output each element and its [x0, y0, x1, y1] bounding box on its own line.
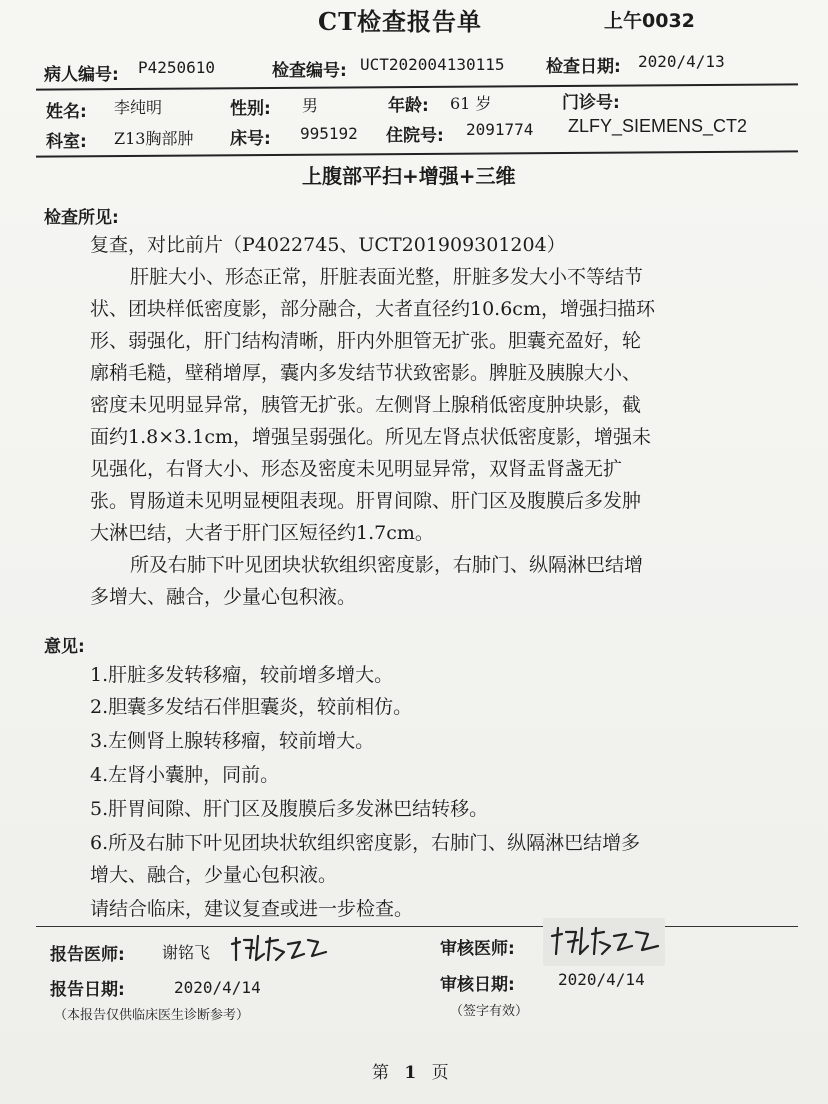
findings-line-12: 多增大、融合，少量心包积液。 — [90, 586, 357, 608]
signature-note: （签字有效） — [450, 1004, 529, 1019]
exam-date: 2020/4/13 — [638, 52, 725, 71]
findings-line-3: 状、团块样低密度影，部分融合，大者直径约10.6cm，增强扫描环 — [90, 298, 655, 320]
session-number: 上午0032 — [604, 10, 695, 32]
page-suffix: 页 — [431, 1063, 449, 1083]
report-doctor-signature — [226, 930, 336, 970]
sex-label: 性别: — [230, 99, 271, 119]
age-label: 年龄: — [388, 96, 429, 116]
exam-id: UCT202004130115 — [360, 55, 505, 74]
divider-footer — [36, 926, 798, 927]
impression-line-4: 4.左肾小囊肿，同前。 — [90, 764, 280, 786]
impression-line-7: 增大、融合，少量心包积液。 — [90, 864, 338, 886]
report-date-label: 报告日期: — [50, 980, 125, 1000]
page-number-value: 1 — [404, 1063, 417, 1083]
findings-line-7: 面约1.8×3.1cm，增强呈弱强化。所见左肾点状低密度影，增强未 — [90, 426, 652, 448]
report-doctor-name: 谢铭飞 — [162, 943, 211, 962]
impression-label: 意见: — [44, 637, 85, 657]
patient-bed: 995192 — [300, 124, 358, 143]
exam-id-label: 检查编号: — [272, 61, 347, 81]
dept-label: 科室: — [46, 132, 87, 152]
findings-line-11: 所及右肺下叶见团块状软组织密度影，右肺门、纵隔淋巴结增 — [130, 554, 644, 576]
findings-line-6: 密度未见明显异常，胰管无扩张。左侧肾上腺稍低密度肿块影，截 — [90, 394, 642, 416]
name-label: 姓名: — [46, 102, 87, 122]
device-name: ZLFY_SIEMENS_CT2 — [568, 116, 748, 136]
patient-dept: Z13胸部肿 — [114, 129, 194, 148]
review-doctor-signature — [546, 920, 666, 966]
impression-line-2: 2.胆囊多发结石伴胆囊炎，较前相仿。 — [90, 696, 413, 718]
patient-name: 李纯明 — [114, 98, 163, 117]
impression-line-1: 1.肝脏多发转移瘤，较前增多增大。 — [90, 664, 394, 686]
bed-label: 床号: — [230, 129, 271, 149]
page-number — [372, 1058, 449, 1083]
impression-line-6: 6.所及右肺下叶见团块状软组织密度影，右肺门、纵隔淋巴结增多 — [90, 832, 641, 854]
exam-date-label: 检查日期: — [546, 57, 621, 77]
inpatient-number: 2091774 — [466, 120, 534, 139]
patient-id: P4250610 — [138, 58, 216, 77]
findings-line-4: 形、弱强化，肝门结构清晰，肝内外胆管无扩张。胆囊充盈好，轮 — [90, 330, 642, 352]
disclaimer: （本报告仅供临床医生诊断参考） — [54, 1008, 250, 1023]
patient-sex: 男 — [302, 96, 319, 115]
divider-info — [36, 150, 798, 157]
findings-line-8: 见强化，右肾大小、形态及密度未见明显异常，双肾盂肾盏无扩 — [90, 458, 623, 480]
clinic-label: 门诊号: — [562, 93, 620, 113]
impression-line-5: 5.肝胃间隙、肝门区及腹膜后多发淋巴结转移。 — [90, 798, 489, 820]
inpatient-label: 住院号: — [386, 126, 444, 146]
findings-line-2: 肝脏大小、形态正常，肝脏表面光整，肝脏多发大小不等结节 — [130, 266, 644, 288]
report-title: CT检查报告单 — [318, 7, 482, 36]
report-doctor-label: 报告医师: — [50, 945, 125, 965]
findings-line-10: 大淋巴结，大者于肝门区短径约1.7cm。 — [90, 522, 434, 544]
findings-line-1: 复查，对比前片（P4022745、UCT201909301204） — [90, 234, 566, 256]
patient-age: 61 岁 — [450, 94, 492, 113]
review-date: 2020/4/14 — [558, 970, 645, 989]
exam-type: 上腹部平扫+增强+三维 — [302, 164, 516, 188]
findings-line-5: 廓稍毛糙，壁稍增厚，囊内多发结节状致密影。脾脏及胰腺大小、 — [90, 362, 642, 384]
impression-line-3: 3.左侧肾上腺转移瘤，较前增大。 — [90, 730, 375, 752]
review-date-label: 审核日期: — [440, 975, 515, 995]
divider-top — [36, 83, 798, 90]
report-date: 2020/4/14 — [174, 978, 261, 997]
impression-line-8: 请结合临床，建议复查或进一步检查。 — [90, 898, 414, 920]
review-doctor-label: 审核医师: — [440, 939, 515, 959]
page-prefix: 第 — [372, 1063, 389, 1083]
findings-line-9: 张。胃肠道未见明显梗阻表现。肝胃间隙、肝门区及腹膜后多发肿 — [90, 490, 642, 512]
patient-id-label: 病人编号: — [44, 65, 119, 85]
findings-label: 检查所见: — [44, 208, 119, 228]
